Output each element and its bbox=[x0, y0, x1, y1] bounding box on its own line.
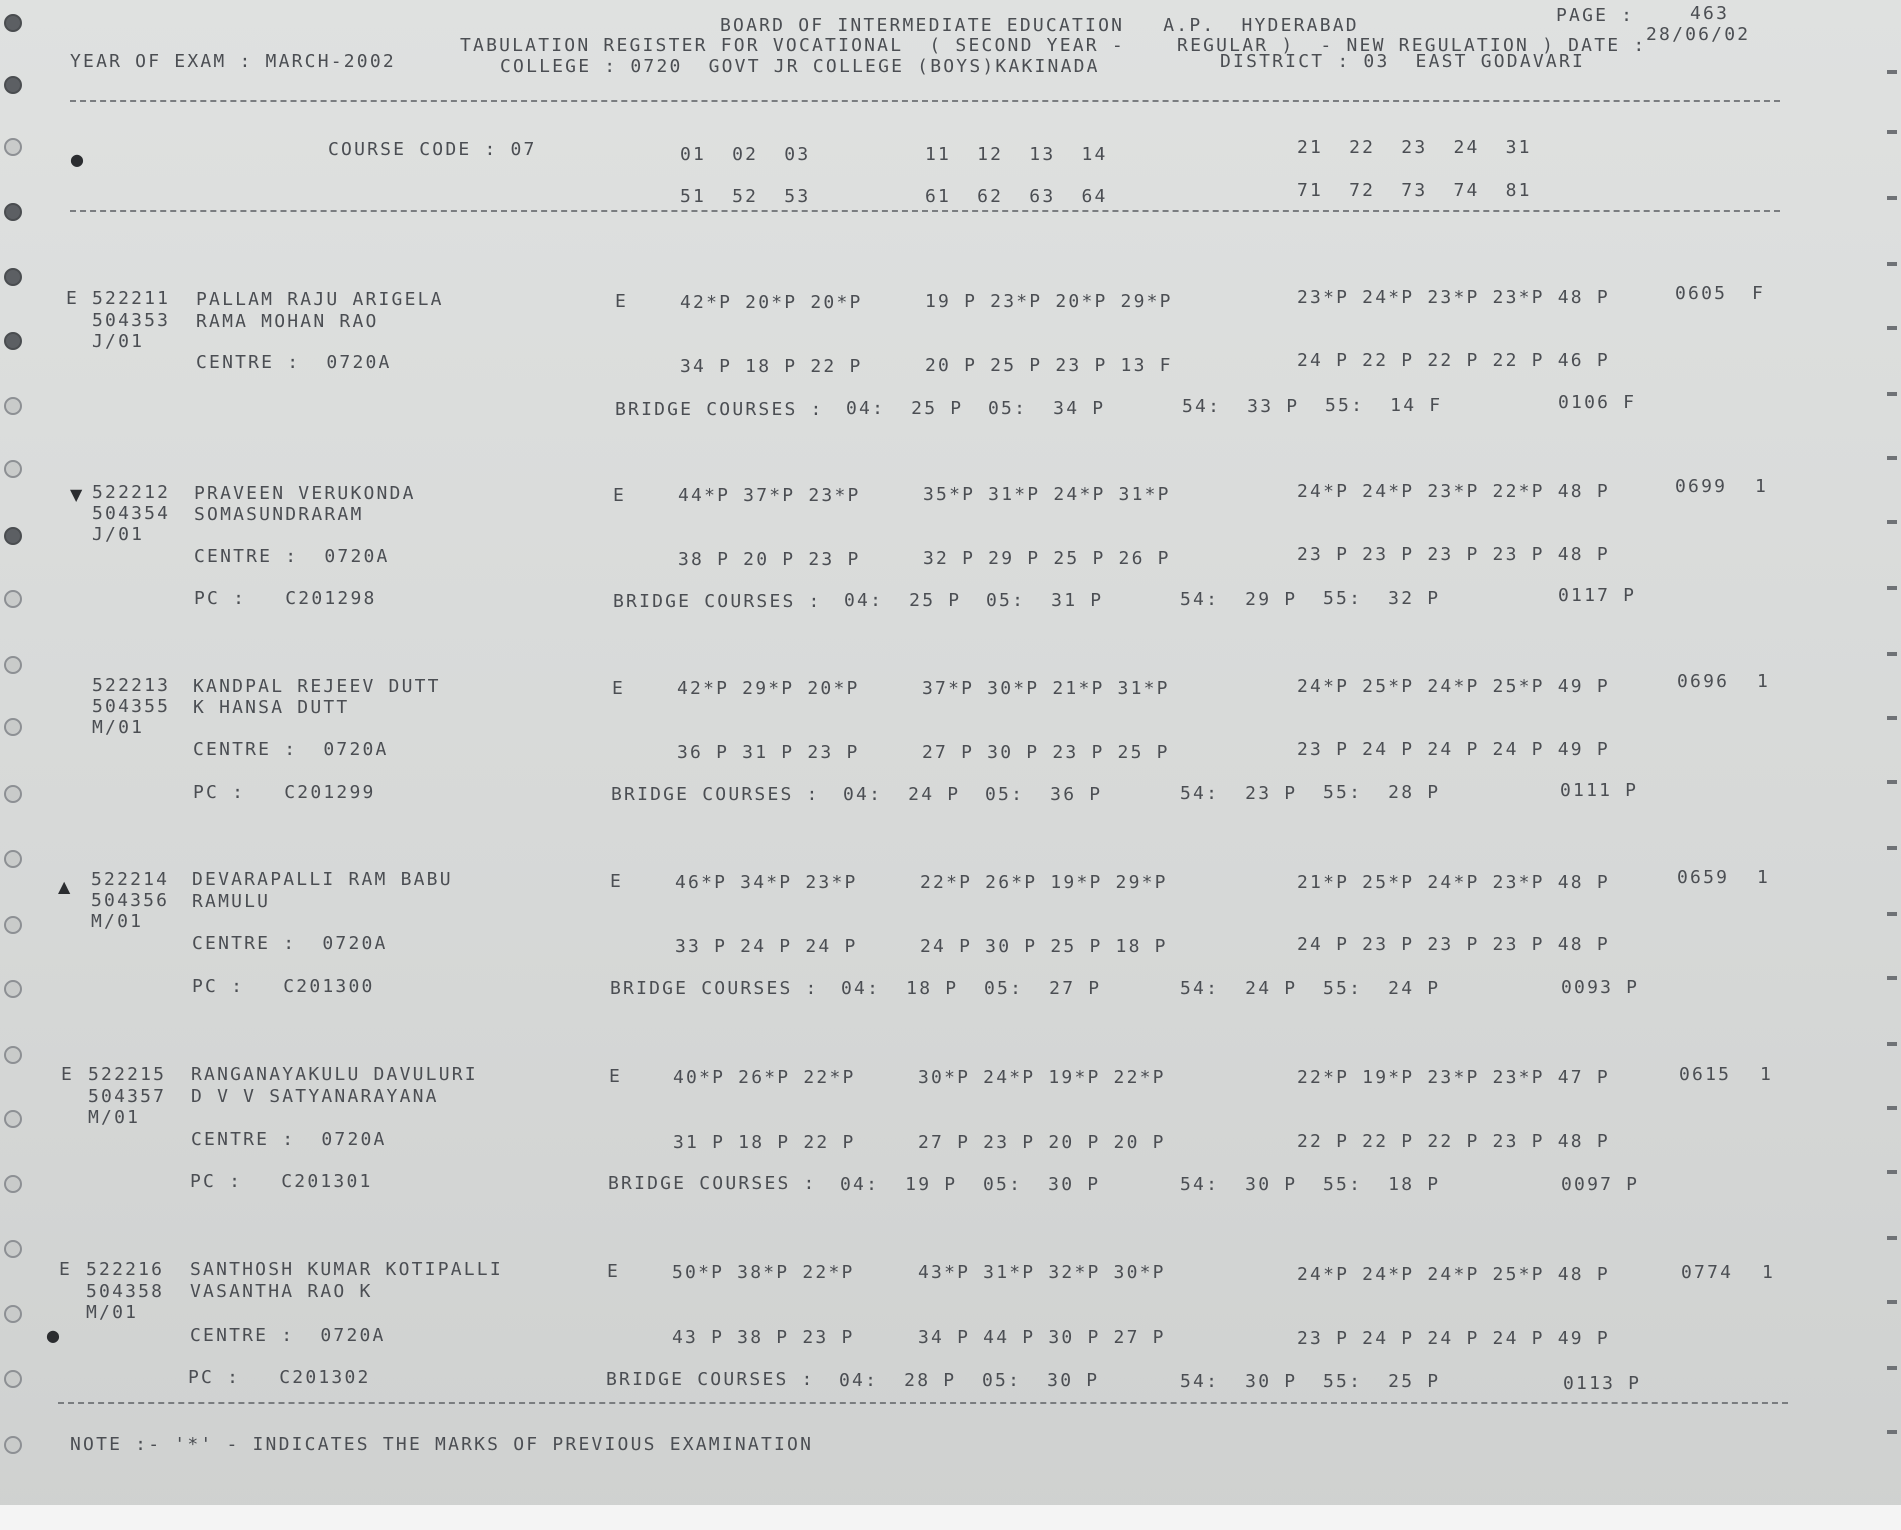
marks-row1-g2: 30*P 24*P 19*P 22*P bbox=[918, 1067, 1166, 1088]
pc-number: PC : C201300 bbox=[192, 976, 375, 997]
bridge-54: 54: 33 P bbox=[1182, 396, 1300, 417]
category: M/01 bbox=[88, 1107, 141, 1128]
marks-row1-g1: 42*P 29*P 20*P bbox=[677, 678, 860, 699]
edge-mark-icon bbox=[1887, 912, 1897, 916]
marks-row1-g3: 24*P 25*P 24*P 25*P 49 P bbox=[1297, 676, 1610, 697]
bridge-04: 04: 28 P bbox=[839, 1370, 957, 1391]
student-name: PALLAM RAJU ARIGELA bbox=[196, 289, 444, 310]
student-name: DEVARAPALLI RAM BABU bbox=[192, 869, 453, 890]
marks-row2-g2: 27 P 23 P 20 P 20 P bbox=[918, 1132, 1166, 1153]
father-name: SOMASUNDRARAM bbox=[194, 504, 364, 525]
marks-row1-g1: 42*P 20*P 20*P bbox=[680, 292, 863, 313]
bridge-04: 04: 19 P bbox=[840, 1174, 958, 1195]
category: M/01 bbox=[86, 1302, 139, 1323]
bridge-total: 0113 P bbox=[1563, 1373, 1642, 1394]
category: J/01 bbox=[92, 331, 145, 352]
category: M/01 bbox=[91, 911, 144, 932]
bridge-05: 05: 34 P bbox=[988, 398, 1106, 419]
asterisk-mark-icon: ▼ bbox=[70, 485, 83, 504]
bridge-55: 55: 14 F bbox=[1325, 395, 1443, 416]
edge-mark-icon bbox=[1887, 392, 1897, 396]
record-flag: E bbox=[59, 1259, 73, 1280]
grand-total: 0615 bbox=[1679, 1064, 1732, 1085]
pc-number: PC : C201301 bbox=[190, 1171, 373, 1192]
print-date: 28/06/02 bbox=[1646, 24, 1751, 45]
edge-mark-icon bbox=[1887, 976, 1897, 980]
asterisk-mark-icon: ▲ bbox=[58, 877, 71, 896]
marks-row1-g2: 37*P 30*P 21*P 31*P bbox=[922, 678, 1170, 699]
bridge-total: 0111 P bbox=[1560, 780, 1639, 801]
edge-mark-icon bbox=[1887, 262, 1897, 266]
feed-hole-icon bbox=[4, 785, 22, 803]
course-header-row2-g2: 61 62 63 64 bbox=[925, 186, 1108, 207]
medium: E bbox=[607, 1261, 621, 1282]
marks-row2-g2: 32 P 29 P 25 P 26 P bbox=[923, 548, 1171, 569]
edge-mark-icon bbox=[1887, 1106, 1897, 1110]
course-header-row2-g1: 51 52 53 bbox=[680, 186, 811, 207]
marks-row2-g3: 24 P 23 P 23 P 23 P 48 P bbox=[1297, 934, 1610, 955]
bridge-55: 55: 25 P bbox=[1323, 1371, 1441, 1392]
page-label: PAGE : bbox=[1556, 5, 1635, 26]
course-header-rule bbox=[70, 210, 1780, 212]
marks-row2-g1: 38 P 20 P 23 P bbox=[678, 549, 861, 570]
marks-row2-g3: 22 P 22 P 22 P 23 P 48 P bbox=[1297, 1131, 1610, 1152]
grand-total: 0605 bbox=[1675, 283, 1728, 304]
category: J/01 bbox=[92, 524, 145, 545]
marks-row1-g3: 21*P 25*P 24*P 23*P 48 P bbox=[1297, 872, 1610, 893]
hall-ticket-no: 522216 bbox=[86, 1259, 165, 1280]
edge-mark-icon bbox=[1887, 1170, 1897, 1174]
centre: CENTRE : 0720A bbox=[194, 546, 390, 567]
bridge-54: 54: 30 P bbox=[1180, 1174, 1298, 1195]
edge-mark-icon bbox=[1887, 586, 1897, 590]
marks-row2-g1: 33 P 24 P 24 P bbox=[675, 936, 858, 957]
bridge-55: 55: 18 P bbox=[1323, 1174, 1441, 1195]
result: 1 bbox=[1762, 1262, 1776, 1283]
bridge-total: 0093 P bbox=[1561, 977, 1640, 998]
asterisk-mark-icon: ● bbox=[46, 1326, 60, 1345]
centre: CENTRE : 0720A bbox=[191, 1129, 387, 1150]
marks-row1-g1: 46*P 34*P 23*P bbox=[675, 872, 858, 893]
result: F bbox=[1752, 283, 1766, 304]
edge-mark-icon bbox=[1887, 1236, 1897, 1240]
edge-mark-icon bbox=[1887, 716, 1897, 720]
feed-hole-icon bbox=[4, 1305, 22, 1323]
course-header-row1-g2: 11 12 13 14 bbox=[925, 144, 1108, 165]
marks-row2-g2: 34 P 44 P 30 P 27 P bbox=[918, 1327, 1166, 1348]
bridge-courses-label: BRIDGE COURSES : bbox=[611, 784, 820, 805]
medium: E bbox=[613, 485, 627, 506]
feed-hole-icon bbox=[4, 1046, 22, 1064]
centre: CENTRE : 0720A bbox=[190, 1325, 386, 1346]
year-of-exam: YEAR OF EXAM : MARCH-2002 bbox=[70, 51, 396, 72]
edge-mark-icon bbox=[1887, 652, 1897, 656]
edge-mark-icon bbox=[1887, 1366, 1897, 1370]
father-name: RAMULU bbox=[192, 891, 271, 912]
bridge-04: 04: 25 P bbox=[844, 590, 962, 611]
feed-hole-icon bbox=[4, 980, 22, 998]
college-line: COLLEGE : 0720 GOVT JR COLLEGE (BOYS)KAKINADA bbox=[500, 56, 1100, 77]
header-rule bbox=[70, 100, 1780, 102]
pc-number: PC : C201298 bbox=[194, 588, 377, 609]
district-line: DISTRICT : 03 EAST GODAVARI bbox=[1220, 51, 1586, 72]
marks-row2-g3: 23 P 24 P 24 P 24 P 49 P bbox=[1297, 1328, 1610, 1349]
medium: E bbox=[612, 678, 626, 699]
father-name: D V V SATYANARAYANA bbox=[191, 1086, 439, 1107]
feed-hole-icon bbox=[4, 397, 22, 415]
feed-hole-icon bbox=[4, 203, 22, 221]
edge-mark-icon bbox=[1887, 326, 1897, 330]
course-header-row1-g1: 01 02 03 bbox=[680, 144, 811, 165]
marks-row1-g1: 50*P 38*P 22*P bbox=[672, 1262, 855, 1283]
feed-hole-icon bbox=[4, 138, 22, 156]
grand-total: 0699 bbox=[1675, 476, 1728, 497]
reg-no: 504355 bbox=[92, 696, 171, 717]
student-name: PRAVEEN VERUKONDA bbox=[194, 483, 416, 504]
hall-ticket-no: 522215 bbox=[88, 1064, 167, 1085]
student-name: KANDPAL REJEEV DUTT bbox=[193, 676, 441, 697]
record-flag: E bbox=[66, 288, 80, 309]
feed-hole-icon bbox=[4, 1240, 22, 1258]
bridge-courses-label: BRIDGE COURSES : bbox=[613, 591, 822, 612]
bridge-05: 05: 27 P bbox=[984, 978, 1102, 999]
feed-hole-icon bbox=[4, 718, 22, 736]
marks-row1-g1: 44*P 37*P 23*P bbox=[678, 485, 861, 506]
bridge-54: 54: 30 P bbox=[1180, 1371, 1298, 1392]
edge-mark-icon bbox=[1887, 70, 1897, 74]
edge-mark-icon bbox=[1887, 196, 1897, 200]
bridge-55: 55: 24 P bbox=[1323, 978, 1441, 999]
centre: CENTRE : 0720A bbox=[193, 739, 389, 760]
feed-hole-icon bbox=[4, 460, 22, 478]
bridge-54: 54: 23 P bbox=[1180, 783, 1298, 804]
bridge-total: 0097 P bbox=[1561, 1174, 1640, 1195]
marks-row1-g1: 40*P 26*P 22*P bbox=[673, 1067, 856, 1088]
bridge-05: 05: 30 P bbox=[982, 1370, 1100, 1391]
reg-no: 504354 bbox=[92, 503, 171, 524]
register-title: TABULATION REGISTER FOR VOCATIONAL ( SECOND YEAR - REGULAR ) - NEW REGULATION ) DATE : bbox=[460, 35, 1647, 56]
bridge-55: 55: 28 P bbox=[1323, 782, 1441, 803]
marks-row2-g1: 31 P 18 P 22 P bbox=[673, 1132, 856, 1153]
course-header-row1-g3: 21 22 23 24 31 bbox=[1297, 137, 1532, 158]
hall-ticket-no: 522212 bbox=[92, 482, 171, 503]
bridge-total: 0117 P bbox=[1558, 585, 1637, 606]
marks-row2-g2: 20 P 25 P 23 P 13 F bbox=[925, 355, 1173, 376]
bridge-05: 05: 30 P bbox=[983, 1174, 1101, 1195]
feed-hole-icon bbox=[4, 14, 22, 32]
marks-row1-g2: 22*P 26*P 19*P 29*P bbox=[920, 872, 1168, 893]
marks-row2-g1: 43 P 38 P 23 P bbox=[672, 1327, 855, 1348]
bridge-05: 05: 31 P bbox=[986, 590, 1104, 611]
feed-hole-icon bbox=[4, 76, 22, 94]
hall-ticket-no: 522214 bbox=[91, 869, 170, 890]
feed-hole-icon bbox=[4, 916, 22, 934]
bridge-55: 55: 32 P bbox=[1323, 588, 1441, 609]
grand-total: 0696 bbox=[1677, 671, 1730, 692]
bridge-54: 54: 29 P bbox=[1180, 589, 1298, 610]
course-header-row2-g3: 71 72 73 74 81 bbox=[1297, 180, 1532, 201]
bridge-courses-label: BRIDGE COURSES : bbox=[606, 1369, 815, 1390]
reg-no: 504356 bbox=[91, 890, 170, 911]
marks-row2-g1: 36 P 31 P 23 P bbox=[677, 742, 860, 763]
result: 1 bbox=[1757, 671, 1771, 692]
marks-row1-g3: 22*P 19*P 23*P 23*P 47 P bbox=[1297, 1067, 1610, 1088]
footer-note: NOTE :- '*' - INDICATES THE MARKS OF PREVIOUS EXAMINATION bbox=[70, 1434, 814, 1455]
medium: E bbox=[610, 871, 624, 892]
feed-hole-icon bbox=[4, 590, 22, 608]
marks-row2-g1: 34 P 18 P 22 P bbox=[680, 356, 863, 377]
feed-hole-icon bbox=[4, 1110, 22, 1128]
edge-mark-icon bbox=[1887, 456, 1897, 460]
course-code: COURSE CODE : 07 bbox=[328, 139, 537, 160]
marks-row1-g2: 43*P 31*P 32*P 30*P bbox=[918, 1262, 1166, 1283]
grand-total: 0659 bbox=[1677, 867, 1730, 888]
medium: E bbox=[609, 1066, 623, 1087]
bridge-04: 04: 24 P bbox=[843, 784, 961, 805]
marks-row2-g3: 23 P 24 P 24 P 24 P 49 P bbox=[1297, 739, 1610, 760]
hall-ticket-no: 522211 bbox=[92, 288, 171, 309]
feed-hole-icon bbox=[4, 656, 22, 674]
medium: E bbox=[615, 291, 629, 312]
marks-row1-g3: 24*P 24*P 23*P 22*P 48 P bbox=[1297, 481, 1610, 502]
category: M/01 bbox=[92, 717, 145, 738]
marks-row2-g3: 24 P 22 P 22 P 22 P 46 P bbox=[1297, 350, 1610, 371]
feed-hole-icon bbox=[4, 527, 22, 545]
pc-number: PC : C201299 bbox=[193, 782, 376, 803]
edge-mark-icon bbox=[1887, 1430, 1897, 1434]
asterisk-mark-icon: ● bbox=[70, 150, 84, 169]
result: 1 bbox=[1760, 1064, 1774, 1085]
bridge-04: 04: 25 P bbox=[846, 398, 964, 419]
feed-hole-icon bbox=[4, 1175, 22, 1193]
student-name: SANTHOSH KUMAR KOTIPALLI bbox=[190, 1259, 503, 1280]
reg-no: 504353 bbox=[92, 310, 171, 331]
edge-mark-icon bbox=[1887, 520, 1897, 524]
centre: CENTRE : 0720A bbox=[196, 352, 392, 373]
father-name: VASANTHA RAO K bbox=[190, 1281, 373, 1302]
student-name: RANGANAYAKULU DAVULURI bbox=[191, 1064, 478, 1085]
feed-hole-icon bbox=[4, 332, 22, 350]
marks-row1-g2: 35*P 31*P 24*P 31*P bbox=[923, 484, 1171, 505]
marks-row1-g2: 19 P 23*P 20*P 29*P bbox=[925, 291, 1173, 312]
bridge-total: 0106 F bbox=[1558, 392, 1637, 413]
centre: CENTRE : 0720A bbox=[192, 933, 388, 954]
result: 1 bbox=[1757, 867, 1771, 888]
father-name: K HANSA DUTT bbox=[193, 697, 350, 718]
grand-total: 0774 bbox=[1681, 1262, 1734, 1283]
footer-rule bbox=[58, 1402, 1788, 1404]
marks-row2-g2: 27 P 30 P 23 P 25 P bbox=[922, 742, 1170, 763]
edge-mark-icon bbox=[1887, 1042, 1897, 1046]
scan-bottom-margin bbox=[0, 1505, 1901, 1530]
feed-hole-icon bbox=[4, 1370, 22, 1388]
marks-row1-g3: 23*P 24*P 23*P 23*P 48 P bbox=[1297, 287, 1610, 308]
result: 1 bbox=[1755, 476, 1769, 497]
marks-row1-g3: 24*P 24*P 24*P 25*P 48 P bbox=[1297, 1264, 1610, 1285]
bridge-05: 05: 36 P bbox=[985, 784, 1103, 805]
bridge-courses-label: BRIDGE COURSES : bbox=[608, 1173, 817, 1194]
board-heading: BOARD OF INTERMEDIATE EDUCATION A.P. HYDERABAD bbox=[720, 15, 1359, 36]
feed-hole-icon bbox=[4, 1436, 22, 1454]
edge-mark-icon bbox=[1887, 846, 1897, 850]
father-name: RAMA MOHAN RAO bbox=[196, 311, 379, 332]
page-number: 463 bbox=[1690, 3, 1730, 24]
edge-mark-icon bbox=[1887, 780, 1897, 784]
reg-no: 504358 bbox=[86, 1281, 165, 1302]
bridge-54: 54: 24 P bbox=[1180, 978, 1298, 999]
reg-no: 504357 bbox=[88, 1086, 167, 1107]
marks-row2-g3: 23 P 23 P 23 P 23 P 48 P bbox=[1297, 544, 1610, 565]
edge-mark-icon bbox=[1887, 130, 1897, 134]
bridge-courses-label: BRIDGE COURSES : bbox=[610, 978, 819, 999]
marks-row2-g2: 24 P 30 P 25 P 18 P bbox=[920, 936, 1168, 957]
hall-ticket-no: 522213 bbox=[92, 675, 171, 696]
record-flag: E bbox=[61, 1064, 75, 1085]
feed-hole-icon bbox=[4, 850, 22, 868]
edge-mark-icon bbox=[1887, 1300, 1897, 1304]
bridge-courses-label: BRIDGE COURSES : bbox=[615, 399, 824, 420]
feed-hole-icon bbox=[4, 268, 22, 286]
bridge-04: 04: 18 P bbox=[841, 978, 959, 999]
pc-number: PC : C201302 bbox=[188, 1367, 371, 1388]
